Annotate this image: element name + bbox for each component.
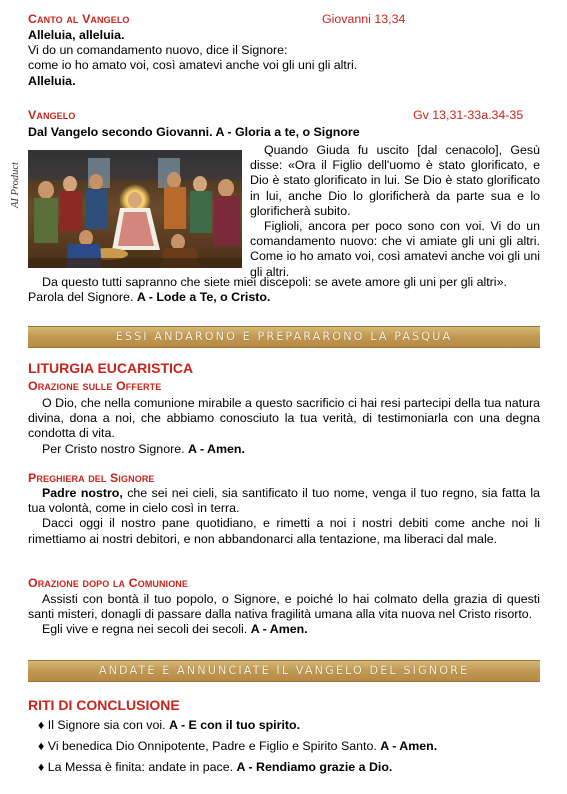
canto-verse-2: come io ho amato voi, così amatevi anche voi gli uni gli altri. (28, 58, 358, 73)
banner-pasqua-text: ESSI ANDARONO E PREPARARONO LA PASQUA (115, 330, 453, 344)
alleluia-open: Alleluia, alleluia. (28, 28, 125, 42)
canto-verse-1: Vi do un comandamento nuovo, dice il Signore: (28, 43, 288, 58)
vangelo-para-2: Figlioli, ancora per poco sono con voi. Vi do un comandamento nuovo: che vi amiate gli uni gli altri. Come io ho amato voi, così amatevi anche voi gli uni gli altri. (250, 219, 540, 279)
vangelo-text-column (250, 143, 540, 280)
vangelo-reference: Gv 13,31-33a.34-35 (413, 108, 524, 122)
banner-vangelo (28, 660, 540, 682)
comunione-closing-response: A - Amen. (250, 622, 308, 637)
last-supper-painting (28, 150, 242, 268)
offerte-heading: Orazione sulle Offerte (28, 379, 162, 393)
riti-item-plain: Vi benedica Dio Onnipotente, Padre e Figlio e Spirito Santo. (47, 739, 377, 753)
comunione-text: Assisti con bontà il tuo popolo, o Signore, e poiché lo hai colmato della grazia di questi santi misteri, donagli di passare dalla nativa fragilità umana alla vita nuova nel Cristo risorto. (28, 592, 540, 622)
riti-title: RITI DI CONCLUSIONE (28, 697, 180, 713)
preghiera-para-1 (28, 486, 540, 516)
preghiera-text-1: che sei nei cieli, sia santificato il tuo nome, venga il tuo regno, sia fatta la tua volontà, come in cielo così in terra. (28, 486, 540, 516)
vangelo-closing-plain: Parola del Signore. (28, 290, 134, 305)
canto-reference: Giovanni 13,34 (322, 12, 406, 26)
preghiera-heading: Preghiera del Signore (28, 471, 155, 485)
vangelo-para-3: Da questo tutti sapranno che siete miei discepoli: se avete amore gli uni per gli altri». (42, 275, 507, 289)
riti-item-plain: Il Signore sia con voi. (47, 718, 166, 732)
image-credit: AI Product (10, 162, 21, 208)
riti-item (38, 739, 437, 754)
vangelo-para-1: Quando Giuda fu uscito [dal cenacolo], Gesù disse: «Ora il Figlio dell'uomo è stato glorificato, e Dio è stato glorificato in lui. Se Dio è stato glorificato in lui, anche Dio lo glorificherà da parte sua e lo glorificherà subito. (250, 143, 540, 218)
riti-item (38, 718, 300, 733)
diamond-bullet-icon: ♦ (38, 718, 45, 732)
banner-vangelo-text: ANDATE E ANNUNCIATE IL VANGELO DEL SIGNORE (98, 664, 470, 678)
padre-nostro-open: Padre nostro, (42, 486, 123, 500)
banner-pasqua (28, 326, 540, 348)
offerte-closing-plain: Per Cristo nostro Signore. (42, 441, 185, 456)
riti-item (38, 760, 392, 775)
comunione-closing-plain: Egli vive e regna nei secoli dei secoli. (42, 622, 248, 637)
riti-item-plain: La Messa è finita: andate in pace. (47, 760, 234, 774)
vangelo-bottom (28, 275, 540, 305)
vangelo-intro: Dal Vangelo secondo Giovanni. A - Gloria a te, o Signore (28, 125, 360, 139)
vangelo-closing-response: A - Lode a Te, o Cristo. (136, 290, 271, 305)
vangelo-closing (28, 290, 540, 305)
diamond-bullet-icon: ♦ (38, 739, 45, 753)
canto-body (28, 28, 540, 89)
preghiera-body (28, 486, 540, 547)
comunione-closing (28, 622, 540, 637)
canto-heading: Canto al Vangelo (28, 12, 130, 26)
preghiera-para-2: Dacci oggi il nostro pane quotidiano, e rimetti a noi i nostri debiti come anche noi li rimettiamo ai nostri debitori, e non abbandonarci alla tentazione, ma liberaci dal male. (28, 516, 540, 546)
offerte-text: O Dio, che nella comunione mirabile a questo sacrificio ci hai resi partecipi della tua natura divina, dona a noi, che abbiamo conosciuto la tua verità, di testimoniarla con una degna condotta di vita. (28, 396, 540, 441)
riti-item-response: A - E con il tuo spirito. (169, 718, 301, 732)
riti-item-response: A - Amen. (380, 739, 438, 753)
offerte-body (28, 396, 540, 457)
riti-item-response: A - Rendiamo grazie a Dio. (236, 760, 393, 774)
offerte-closing (28, 442, 540, 457)
alleluia-close: Alleluia. (28, 73, 76, 88)
liturgia-title: LITURGIA EUCARISTICA (28, 360, 194, 376)
comunione-body (28, 592, 540, 638)
offerte-closing-response: A - Amen. (188, 441, 245, 456)
vangelo-heading: Vangelo (28, 108, 76, 122)
diamond-bullet-icon: ♦ (38, 760, 45, 774)
canto-section (28, 12, 540, 27)
comunione-heading: Orazione dopo la Comunione (28, 576, 189, 590)
